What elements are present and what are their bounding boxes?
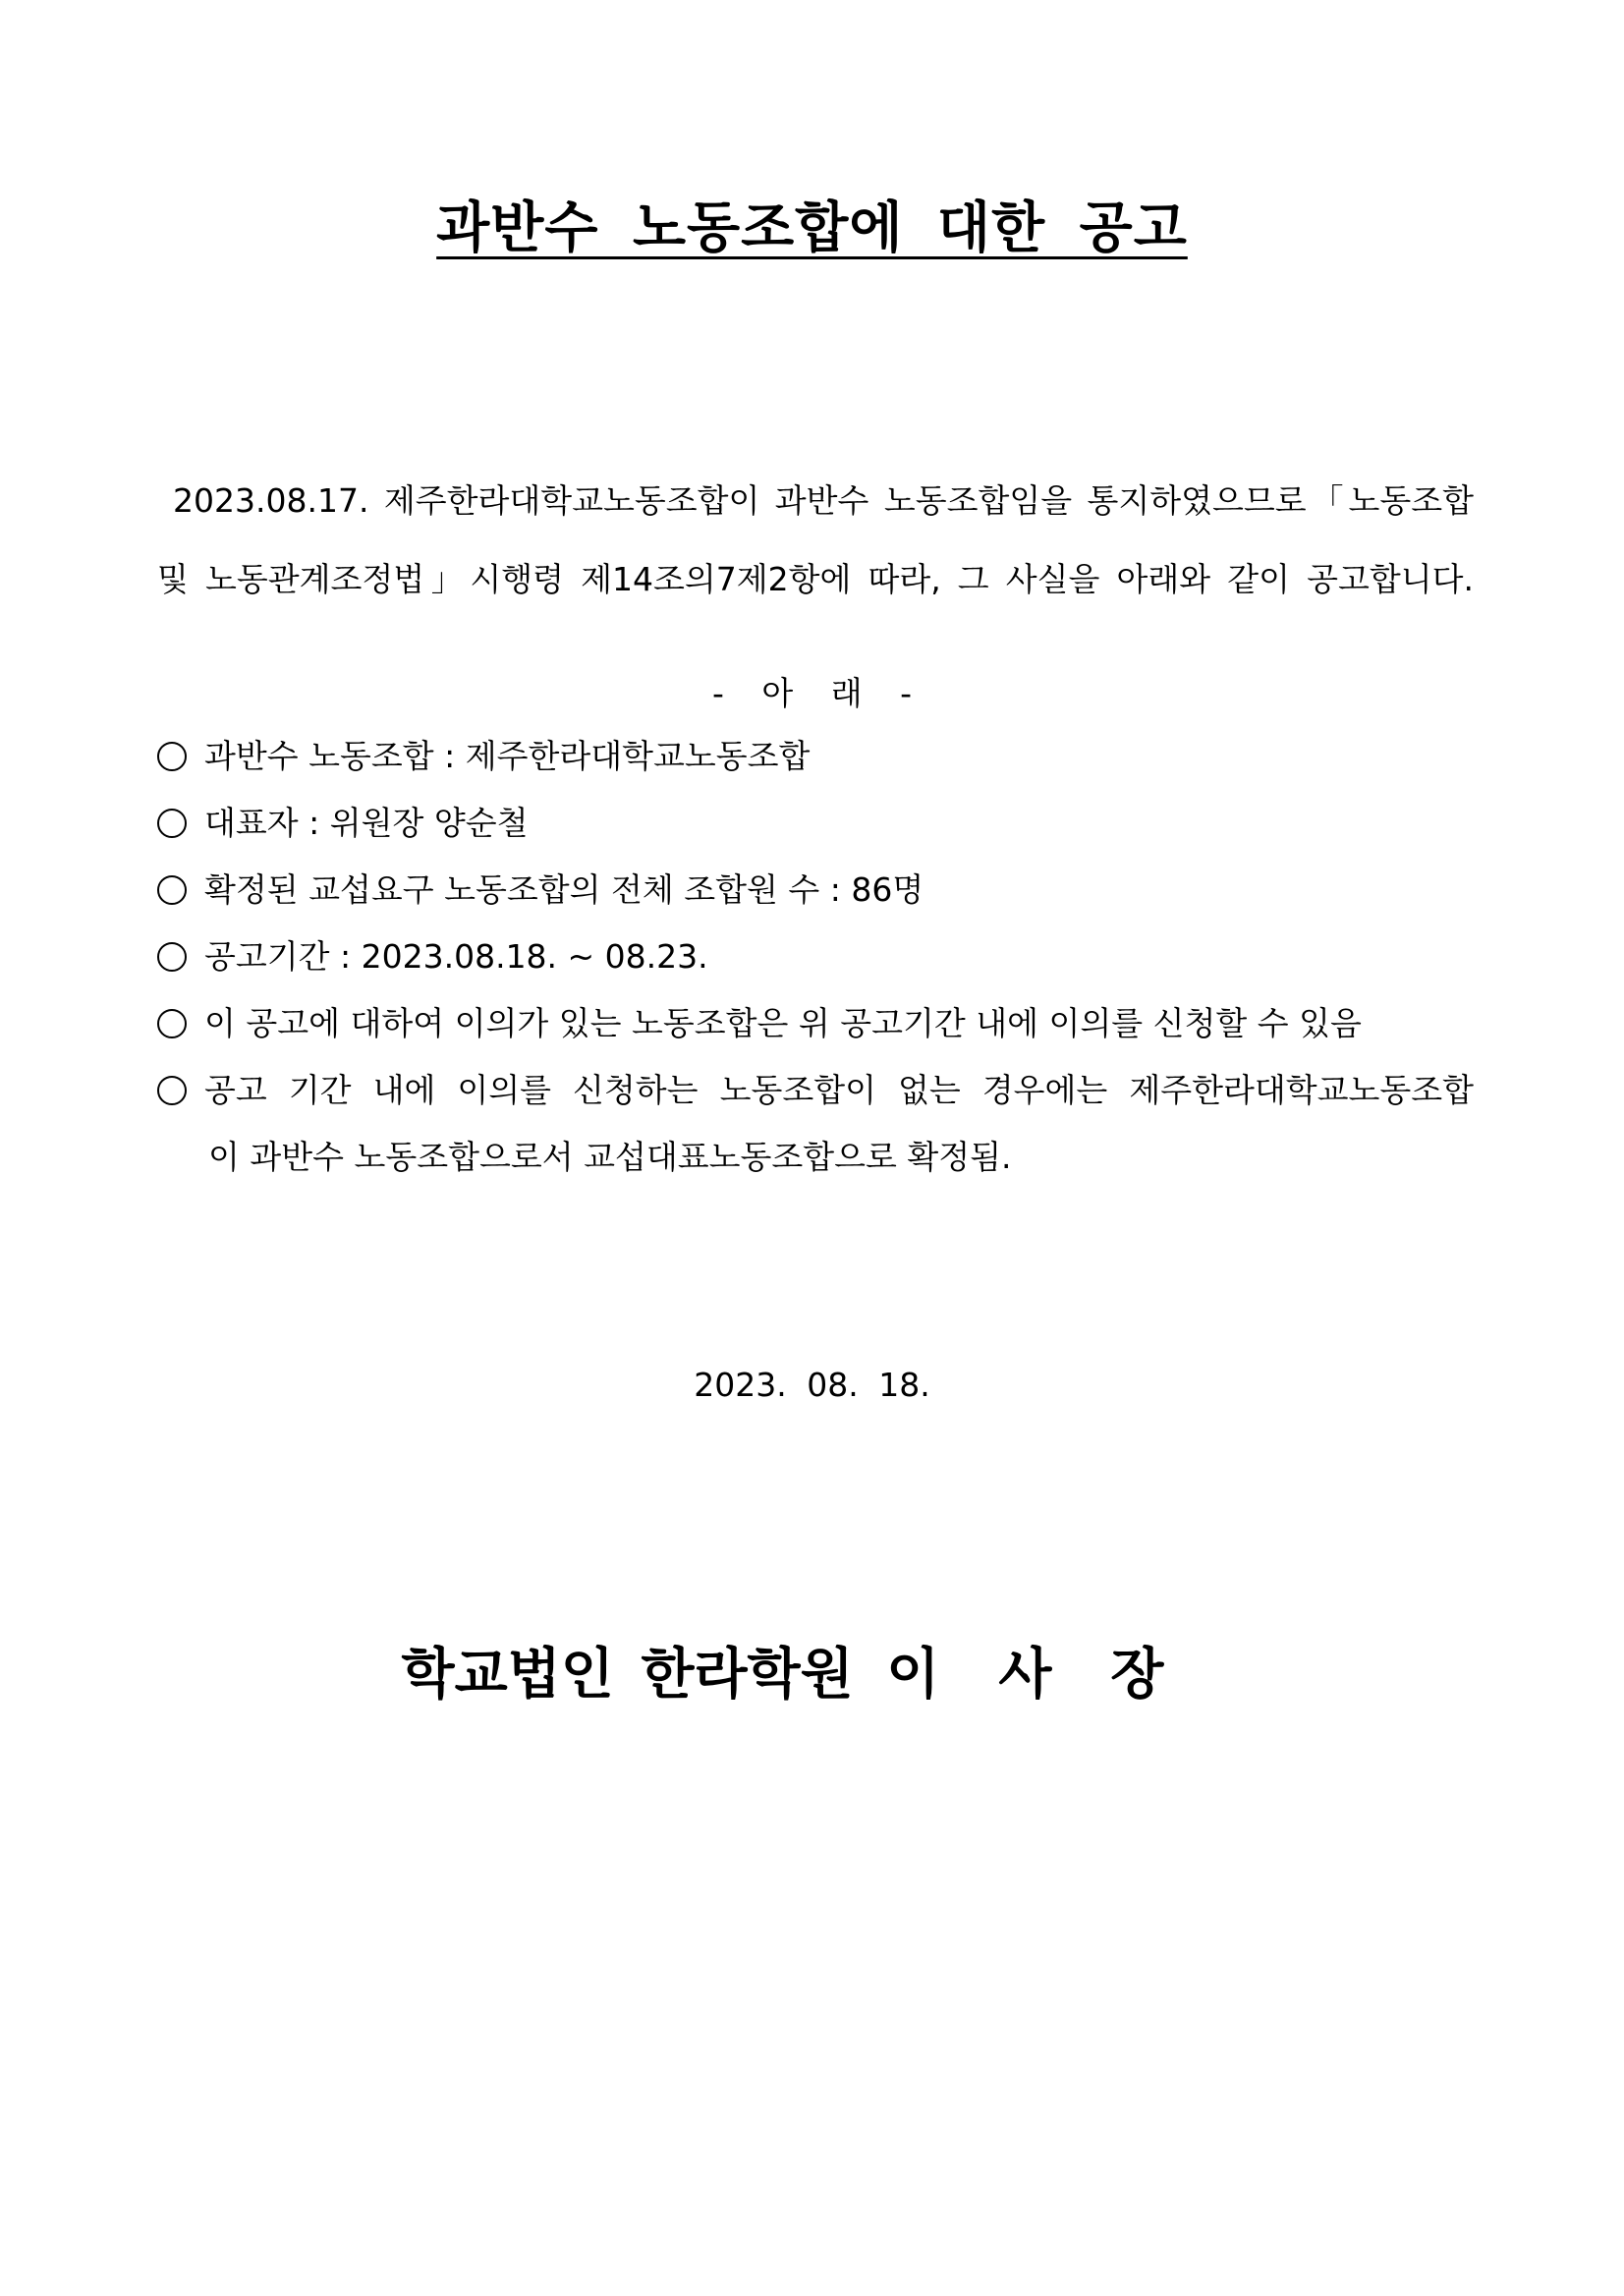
- list-item: [157, 868, 1474, 935]
- notice-date: 2023. 08. 18.: [694, 1366, 930, 1404]
- list-item: [157, 935, 1474, 1002]
- intro-line-2: 및 노동관계조정법」시행령 제14조의7제2항에 따라, 그 사실을 아래와 같이 공고합니다.: [157, 560, 1474, 598]
- signer-organization: 학교법인 한라학원: [401, 1643, 854, 1707]
- list-item-text: 공고 기간 내에 이의를 신청하는 노동조합이 없는 경우에는 제주한라대학교노동조합: [204, 1071, 1474, 1109]
- list-item: [157, 1069, 1474, 1112]
- list-item-text: 과반수 노동조합 : 제주한라대학교노동조합: [204, 737, 811, 775]
- circle-bullet-icon: [157, 809, 187, 838]
- circle-bullet-icon: [157, 942, 187, 972]
- circle-bullet-icon: [157, 1009, 187, 1038]
- list-item: [157, 1002, 1474, 1069]
- circle-bullet-icon: [157, 875, 187, 905]
- list-item-text: 대표자 : 위원장 양순철: [204, 804, 529, 842]
- notice-items-list: [157, 735, 1474, 1179]
- list-item-text: 공고기간 : 2023.08.18. ~ 08.23.: [204, 937, 708, 976]
- intro-paragraph: [157, 462, 1474, 619]
- list-item-text: 확정된 교섭요구 노동조합의 전체 조합원 수 : 86명: [204, 870, 924, 909]
- signer-block: [0, 1631, 1624, 1709]
- circle-bullet-icon: [157, 1076, 187, 1105]
- list-item-text: 이 공고에 대하여 이의가 있는 노동조합은 위 공고기간 내에 이의를 신청할 수 있음: [204, 1004, 1362, 1042]
- list-item: [157, 802, 1474, 868]
- list-item-continuation: 이 과반수 노동조합으로서 교섭대표노동조합으로 확정됨.: [208, 1138, 1012, 1176]
- signer-role: 이사장: [886, 1643, 1223, 1707]
- list-item: [157, 735, 1474, 802]
- section-heading: - 아 래 -: [711, 674, 913, 712]
- document-title: [0, 185, 1624, 263]
- intro-line-1: 2023.08.17. 제주한라대학교노동조합이 과반수 노동조합임을 통지하였으므로「노동조합: [173, 481, 1474, 520]
- circle-bullet-icon: [157, 742, 187, 771]
- document-title-text: 과반수 노동조합에 대한 공고: [436, 196, 1188, 260]
